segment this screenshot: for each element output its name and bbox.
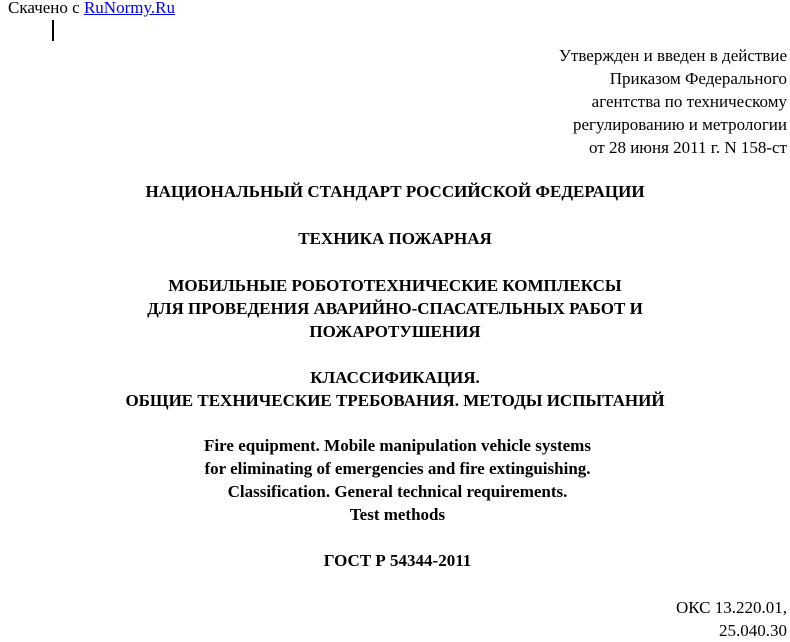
oks-line: 25.040.30 [719,621,787,640]
subtitle-ru-block [0,366,790,412]
title-en-line: Test methods [349,505,446,524]
title-ru-line: ДЛЯ ПРОВЕДЕНИЯ АВАРИЙНО-СПАСАТЕЛЬНЫХ РАБОТ И [147,299,643,318]
title-ru-block [0,274,790,343]
text-cursor [52,20,54,41]
standard-title: НАЦИОНАЛЬНЫЙ СТАНДАРТ РОССИЙСКОЙ ФЕДЕРАЦИИ [145,182,645,201]
title-ru-line: МОБИЛЬНЫЕ РОБОТОТЕХНИЧЕСКИЕ КОМПЛЕКСЫ [168,276,622,295]
subtitle-ru-line: КЛАССИФИКАЦИЯ. [310,368,480,387]
title-en-line: Classification. General technical requirements. [227,482,568,501]
subject-heading: ТЕХНИКА ПОЖАРНАЯ [298,229,492,248]
title-en-line: for eliminating of emergencies and fire extinguishing. [204,459,591,478]
subject-block [0,227,790,250]
gost-number: ГОСТ Р 54344-2011 [323,551,472,570]
source-prefix: Скачено с [8,0,84,17]
title-ru-line: ПОЖАРОТУШЕНИЯ [309,322,481,341]
oks-block [676,596,787,642]
approval-line: Приказом Федерального [609,69,787,88]
title-en-block [0,434,790,526]
gost-number-block [0,549,790,572]
approval-block [559,44,787,159]
source-line [8,0,175,19]
approval-line: Утвержден и введен в действие [558,46,787,65]
runormy-link[interactable]: RuNormy.Ru [83,0,175,17]
approval-line: регулированию и метрологии [572,115,787,134]
subtitle-ru-line: ОБЩИЕ ТЕХНИЧЕСКИЕ ТРЕБОВАНИЯ. МЕТОДЫ ИСПЫТАНИЙ [125,391,665,410]
approval-line: агентства по техническому [591,92,787,111]
title-en-line: Fire equipment. Mobile manipulation vehicle systems [204,436,591,455]
oks-line: ОКС 13.220.01, [675,598,787,617]
approval-line: от 28 июня 2011 г. N 158-ст [588,138,787,157]
standard-title-block [0,180,790,203]
